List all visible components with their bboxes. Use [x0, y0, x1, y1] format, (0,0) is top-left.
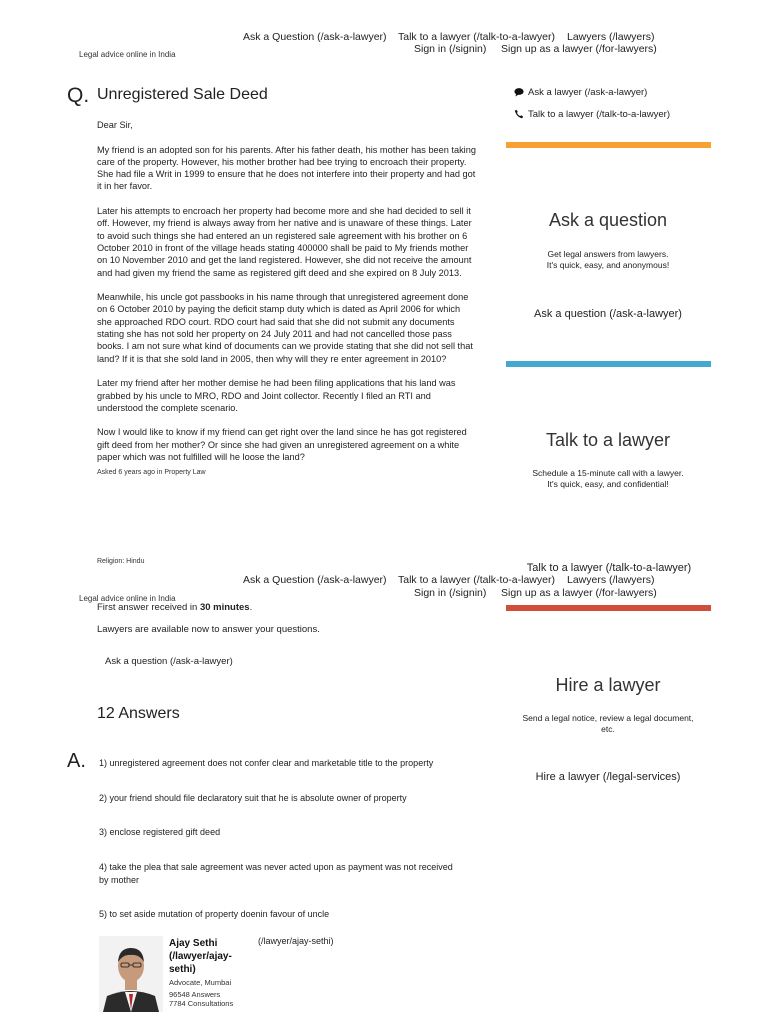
question-paragraph: Meanwhile, his uncle got passbooks in his name through that unregistered agreement done on 6 October 2010 by paying the deficit stamp duty which is dated as April 2006 for which she approached RDO court. RDO court had said that she did not submit any documents stating she has not sold her property on 24 July 2011 and had not cancelled those pass books. I am not sure what kind of documents can we provide stating that she did not sell that land? If it is that she sold land in 2005, then why will they re enter agreement in 2010? — [97, 292, 473, 364]
hire-lawyer-heading: Hire a lawyer — [555, 675, 661, 695]
lawyer-url-part: sethi) — [169, 964, 196, 975]
lawyer-answers-count: 96548 Answers — [169, 990, 221, 999]
first-answer-time: 30 minutes — [199, 602, 250, 613]
talk-lawyer-cta[interactable]: Talk to a lawyer (/talk-to-a-lawyer) — [526, 562, 692, 574]
sidebar-talk-lawyer-link[interactable] — [514, 109, 670, 120]
nav-lawyers[interactable]: Lawyers (/lawyers) — [567, 574, 655, 586]
lawyer-avatar[interactable] — [99, 936, 163, 1012]
first-answer-notice — [97, 602, 252, 613]
talk-lawyer-desc-line: It's quick, easy, and confidential! — [547, 478, 669, 489]
question-greeting: Dear Sir, — [97, 120, 133, 130]
answer-marker: A. — [67, 750, 86, 772]
first-answer-suffix: . — [249, 602, 253, 613]
question-paragraph: My friend is an adopted son for his parents. After his father death, his mother has been taking care of the property. However, his mother brother had bee trying to encroach their property. She had file a Writ in 1999 to ensure that he does not interfere into their property and had got it in her favor. — [97, 144, 476, 192]
answer-line: 5) to set aside mutation of property doenin favour of uncle — [99, 909, 330, 919]
answer-line: 4) take the plea that sale agreement was never acted upon as payment was not received by mother — [99, 862, 453, 885]
asked-meta: Asked 6 years ago in Property Law — [97, 469, 206, 477]
site-tagline: Legal advice online in India — [79, 594, 176, 603]
talk-section-divider — [506, 361, 711, 367]
nav-signup-lawyer[interactable]: Sign up as a lawyer (/for-lawyers) — [501, 587, 657, 599]
ask-question-desc — [506, 249, 710, 270]
lawyer-photo-icon — [99, 936, 163, 1012]
nav-lawyers[interactable]: Lawyers (/lawyers) — [567, 31, 655, 43]
sidebar-ask-lawyer-link[interactable] — [514, 87, 647, 98]
talk-lawyer-heading: Talk to a lawyer — [545, 430, 671, 450]
religion-label: Religion: Hindu — [97, 558, 145, 565]
ask-question-cta[interactable]: Ask a question (/ask-a-lawyer) — [534, 308, 682, 320]
ask-question-desc-line: It's quick, easy, and anonymous! — [546, 259, 670, 270]
nav-ask-question[interactable]: Ask a Question (/ask-a-lawyer) — [243, 31, 387, 43]
answer-line: 3) enclose registered gift deed — [99, 827, 221, 837]
hire-section-divider — [506, 605, 711, 611]
hire-lawyer-cta[interactable]: Hire a lawyer (/legal-services) — [535, 771, 681, 783]
hire-lawyer-desc: Send a legal notice, review a legal document, etc. — [522, 713, 694, 734]
question-title: Unregistered Sale Deed — [97, 86, 268, 103]
question-body — [97, 119, 477, 480]
lawyer-name: Ajay Sethi — [169, 938, 218, 949]
nav-signin[interactable]: Sign in (/signin) — [414, 43, 487, 55]
site-tagline: Legal advice online in India — [79, 50, 176, 59]
nav-signin[interactable]: Sign in (/signin) — [414, 587, 487, 599]
question-paragraph: Now I would like to know if my friend can get right over the land since he has got registered gift deed from her mother? Or since she had given an unregistered agreement on a white paper which was not fulfilled will he loose the land? — [97, 427, 467, 463]
sidebar-talk-lawyer-label: Talk to a lawyer (/talk-to-a-lawyer) — [528, 109, 671, 120]
question-paragraph: Later his attempts to encroach her property had become more and she had decided to sell it off. However, my friend is always away from her native and is unaware of these things. Later to avoid such things she had entered an un registered sale agreement with his brother on 6 October 2010 in front of the village heads stating 400000 shall be paid to My friends mother on 10 November 2010 and get the land registered. However, she did not receive the amount and had given my friend the same as registered gift deed and she expired on 8 July 2013. — [97, 206, 472, 278]
lawyer-consultations-count: 7784 Consultations — [169, 999, 234, 1008]
answer-line: 1) unregistered agreement does not confer clear and marketable title to the property — [99, 758, 434, 768]
sidebar-ask-lawyer-label: Ask a lawyer (/ask-a-lawyer) — [528, 87, 648, 98]
question-marker: Q. — [67, 84, 90, 107]
ask-question-desc-line: Get legal answers from lawyers. — [547, 249, 669, 259]
promo-ask-question-link[interactable]: Ask a question (/ask-a-lawyer) — [105, 656, 233, 667]
nav-talk-to-lawyer[interactable]: Talk to a lawyer (/talk-to-a-lawyer) — [398, 574, 555, 586]
nav-talk-to-lawyer[interactable]: Talk to a lawyer (/talk-to-a-lawyer) — [398, 31, 555, 43]
ask-section-divider — [506, 142, 711, 148]
answer-line: 2) your friend should file declaratory suit that he is absolute owner of property — [99, 793, 407, 803]
nav-signup-lawyer[interactable]: Sign up as a lawyer (/for-lawyers) — [501, 43, 657, 55]
ask-question-heading: Ask a question — [548, 210, 668, 230]
nav-ask-question[interactable]: Ask a Question (/ask-a-lawyer) — [243, 574, 387, 586]
talk-lawyer-desc-line: Schedule a 15-minute call with a lawyer. — [532, 468, 684, 478]
question-paragraph: Later my friend after her mother demise he had been filing applications that his land was grabbed by his uncle to MRO, RDO and Joint collector. Recently I filed an RTI and understood the complete scenario. — [97, 378, 456, 413]
phone-icon — [514, 109, 524, 119]
answers-count-title: 12 Answers — [97, 705, 180, 722]
lawyer-name-link[interactable] — [169, 937, 249, 976]
talk-lawyer-desc — [506, 468, 710, 489]
chat-bubble-icon — [514, 87, 524, 97]
lawyer-url-part: (/lawyer/ajay- — [169, 951, 232, 962]
lawyer-role: Advocate, Mumbai — [169, 978, 232, 987]
lawyers-available-text: Lawyers are available now to answer your questions. — [97, 624, 320, 635]
lawyer-profile-link[interactable]: (/lawyer/ajay-sethi) — [258, 936, 334, 946]
first-answer-prefix: First answer received in — [97, 602, 200, 613]
